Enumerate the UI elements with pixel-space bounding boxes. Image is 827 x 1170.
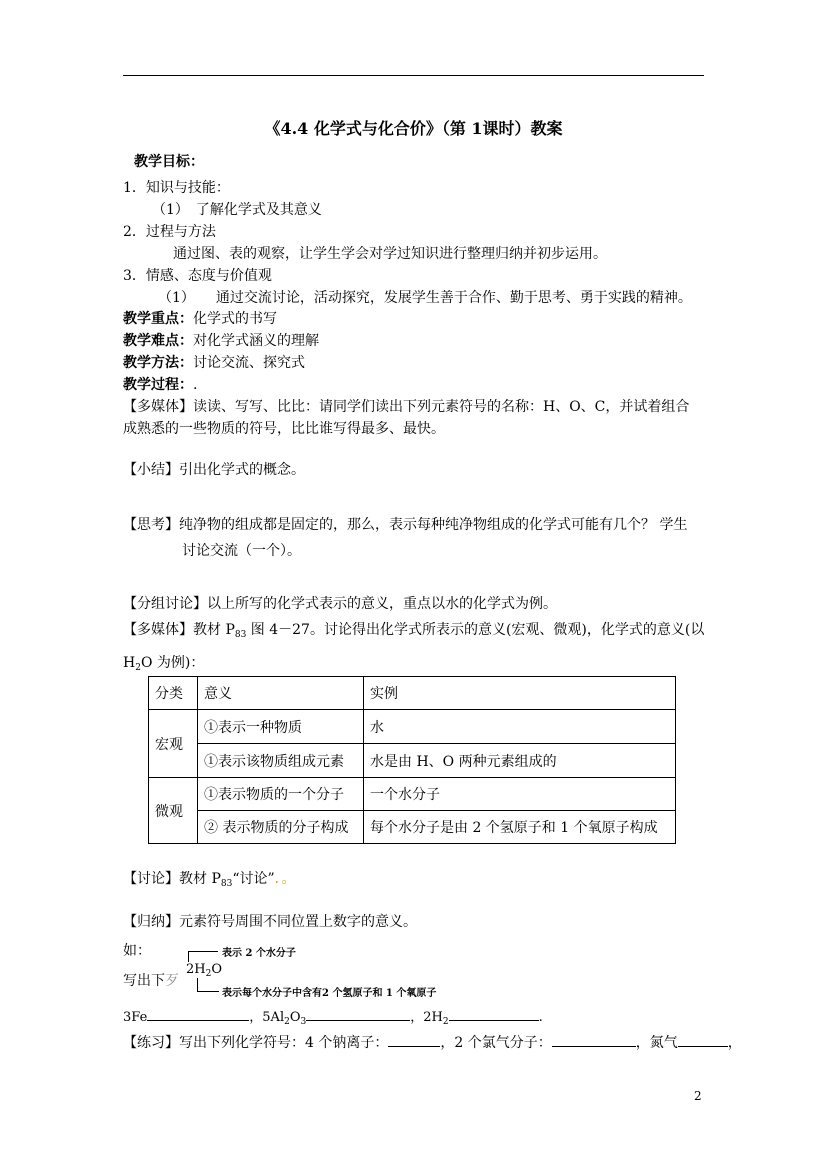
discussion-suffix: “讨论” [232,871,275,887]
table-cell: 水 [364,710,676,744]
media-2-o-suffix: O 为例)： [140,655,205,671]
teaching-process-label: 教学过程： [123,377,193,393]
teaching-method-label: 教学方法： [123,355,193,371]
teaching-focus [123,308,277,328]
objective-3: 3．情感、态度与价值观 [123,268,272,284]
discussion-mark: ．。 [274,871,296,887]
table-cell: ①表示物质的一个分子 [198,778,364,811]
table-cell: 每个水分子是由 2 个氢原子和 1 个氧原子构成 [364,811,676,844]
practice-mid-2: ，氮气 [635,1035,678,1051]
annotation-line-bottom-vertical [197,978,198,991]
table-cell: ② 表示物质的分子构成 [198,811,364,844]
objective-2: 2．过程与方法 [123,224,216,240]
example-write-tail: 歹 [165,973,179,989]
practice-end: ， [727,1035,742,1051]
teaching-method-text: 讨论交流、探究式 [193,355,305,371]
table-category-macro: 宏观 [149,710,198,778]
document-title: 《4.4 化学式与化合价》（第 1课时）教案 [264,119,563,138]
example-formula-tail: O [211,962,223,977]
practice-prefix: 【练习】写出下列化学符号：4 个钠离子： [123,1035,389,1051]
teaching-method [123,352,305,372]
objective-1-sub: （1） 了解化学式及其意义 [152,202,322,218]
table-cell: 一个水分子 [364,778,676,811]
teaching-difficulty-label: 教学难点： [123,333,193,349]
table-row [149,811,676,844]
table-header-cell: 分类 [149,677,198,710]
example-formula-coef: 2H [186,962,206,977]
table-category-micro: 微观 [149,778,198,844]
fill-end: . [538,1010,543,1025]
example-label: 如： [123,943,151,959]
practice-line [123,1032,742,1052]
annotation-top: 表示 2 个水分子 [222,948,296,959]
fill-b-sub2: 3 [300,1017,307,1027]
blank-3fe[interactable] [147,1006,249,1021]
page-number: 2 [694,1089,702,1103]
table-row [149,744,676,778]
annotation-bottom: 表示每个水分子中含有2 个氢原子和 1 个氧原子 [222,988,437,999]
table-row [149,710,676,744]
fill-b-mid: O [289,1010,301,1025]
blank-5al2o3[interactable] [306,1006,410,1021]
fill-a: 3Fe [123,1010,148,1025]
fill-b-sub1: 2 [284,1017,290,1027]
induction-line: 【归纳】元素符号周围不同位置上数字的意义。 [123,914,417,930]
media-2-h: H [123,655,136,671]
media-2-page-sub: 83 [234,630,247,640]
teaching-focus-text: 化学式的书写 [193,311,277,327]
annotation-line-top-horizontal [188,951,218,952]
table-cell: 水是由 H、O 两种元素组成的 [364,744,676,778]
header-rule [123,75,704,76]
table-cell: ①表示一种物质 [198,710,364,744]
media-1-line-2: 成熟悉的一些物质的符号，比比谁写得最多、最快。 [123,421,445,437]
teaching-difficulty-text: 对化学式涵义的理解 [193,333,319,349]
media-1-line-1: 【多媒体】读读、写写、比比：请同学们读出下列元素符号的名称：H、O、C，并试着组合 [123,399,690,415]
fill-c-prefix: ，2H [410,1010,443,1025]
objective-1: 1．知识与技能： [123,180,230,196]
media-2-h-sub: 2 [135,663,141,673]
teaching-process [123,374,197,394]
blank-2h2[interactable] [449,1006,539,1021]
table-cell: ①表示该物质组成元素 [198,744,364,778]
media-2-middle: 图 4－27。讨论得出化学式所表示的意义(宏观、微观)，化学式的意义(以 [246,622,705,638]
teaching-process-mark: . [193,377,198,393]
objective-2-sub: 通过图、表的观察，让学生学会对学过知识进行整理归纳并初步运用。 [173,246,607,262]
table-row [149,778,676,811]
teaching-focus-label: 教学重点： [123,311,193,327]
discussion-line [123,868,296,889]
group-discussion-line: 【分组讨论】以上所写的化学式表示的意义，重点以水的化学式为例。 [123,596,557,612]
media-2-line-2 [123,652,204,673]
example-write-text: 写出下 [123,973,165,989]
blank-chlorine-molecules[interactable] [552,1032,636,1047]
example-formula [186,962,222,979]
fill-in-line [123,1006,543,1027]
practice-mid-1: ，2 个氯气分子： [440,1035,552,1051]
media-2-prefix: 【多媒体】教材 P [123,622,235,638]
discussion-page-sub: 83 [220,879,233,889]
discussion-prefix: 【讨论】教材 P [123,871,221,887]
objective-3-sub: （1） 通过交流讨论，活动探究，发展学生善于合作、勤于思考、勇于实践的精神。 [158,290,692,306]
teaching-difficulty [123,330,319,350]
summary-line: 【小结】引出化学式的概念。 [123,462,305,478]
blank-sodium-ions[interactable] [388,1032,440,1047]
annotation-line-bottom-horizontal [197,991,219,992]
table-header-row [149,677,676,710]
table-header-cell: 意义 [198,677,364,710]
think-line-2: 讨论交流（一个）。 [182,543,301,559]
objectives-heading: 教学目标： [134,154,204,170]
table-header-cell: 实例 [364,677,676,710]
media-2-line-1 [123,619,704,640]
example-write [123,970,179,990]
think-line-1: 【思考】纯净物的组成都是固定的，那么，表示每种纯净物组成的化学式可能有几个？ 学生 [123,517,688,533]
example-formula-sub: 2 [205,969,212,979]
formula-meaning-table [148,676,676,844]
fill-b-prefix: ，5Al [249,1010,285,1025]
blank-nitrogen[interactable] [678,1032,728,1047]
annotation-line-top-vertical [188,951,189,962]
fill-c-sub: 2 [442,1017,449,1027]
